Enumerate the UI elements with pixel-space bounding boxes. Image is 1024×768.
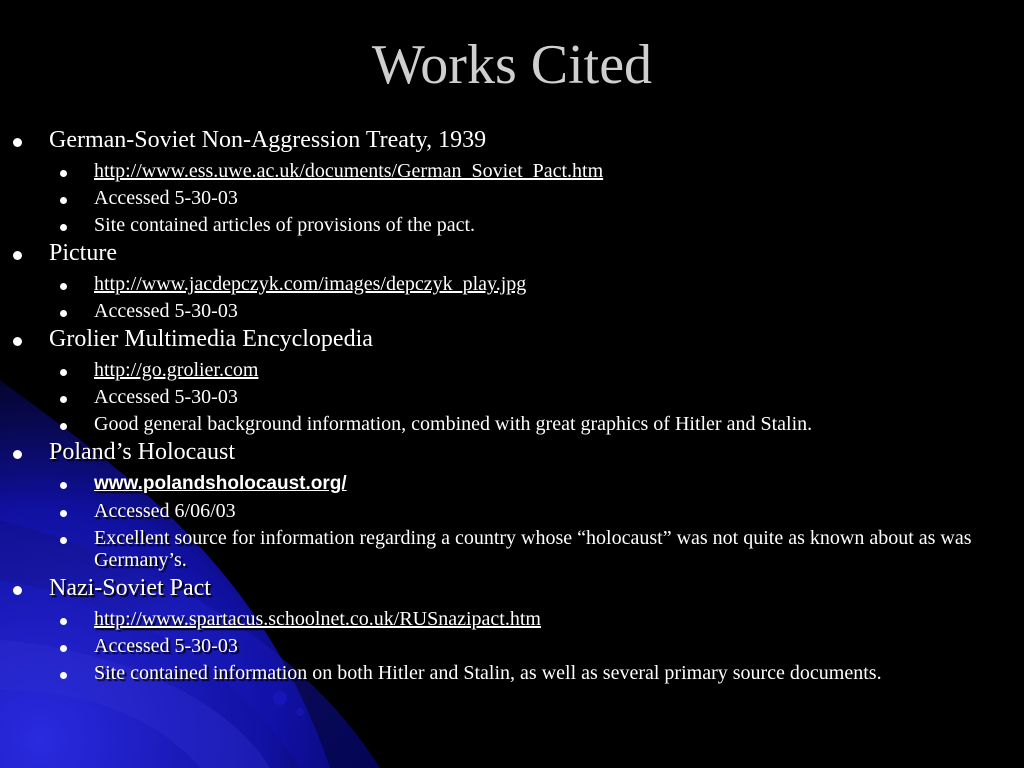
bullet-icon	[60, 396, 67, 403]
bullet-icon	[60, 537, 67, 544]
bullet-icon	[60, 482, 67, 489]
citation-heading-text: Grolier Multimedia Encyclopedia	[49, 326, 373, 352]
citation-heading-text: German-Soviet Non-Aggression Treaty, 1939	[49, 127, 487, 153]
citation-note-item	[13, 214, 1013, 236]
citation-heading	[13, 437, 1013, 467]
bullet-icon	[60, 283, 67, 290]
citation-note-item	[13, 187, 1013, 209]
citation-note-text: Accessed 5-30-03	[94, 635, 238, 657]
bullet-icon	[60, 310, 67, 317]
citation-note-item	[13, 527, 1013, 571]
citation-note-text: Accessed 6/06/03	[94, 500, 236, 522]
citation-heading	[13, 125, 1013, 155]
citation-heading-text: Nazi-Soviet Pact	[49, 575, 211, 601]
citation-note-text: Accessed 5-30-03	[94, 187, 238, 209]
citation-heading	[13, 573, 1013, 603]
citation-url-link[interactable]: http://www.spartacus.schoolnet.co.uk/RUSnazipact.htm	[94, 608, 541, 630]
citation-note-text: Accessed 5-30-03	[94, 386, 238, 408]
slide-title: Works Cited	[371, 34, 653, 96]
citation-url-link[interactable]: http://www.ess.uwe.ac.uk/documents/German_Soviet_Pact.htm	[94, 160, 604, 182]
bullet-icon	[60, 645, 67, 652]
citation-note-item	[13, 662, 1013, 684]
bullet-icon	[60, 510, 67, 517]
citation-heading-text: Picture	[49, 240, 117, 266]
citation-url-link[interactable]: http://www.jacdepczyk.com/images/depczyk_play.jpg	[94, 273, 527, 295]
citation-note-item	[13, 413, 1013, 435]
citation-note-item	[13, 635, 1013, 657]
citation-heading-text: Poland’s Holocaust	[49, 439, 235, 465]
bullet-icon	[60, 170, 67, 177]
bullet-icon	[60, 672, 67, 679]
bullet-icon	[60, 197, 67, 204]
citation-link-item	[13, 160, 1013, 182]
citation-url-link[interactable]: http://go.grolier.com	[94, 359, 259, 381]
citation-link-item	[13, 359, 1013, 381]
citation-note-text: Excellent source for information regarding a country whose “holocaust” was not quite as known about as was Germany’s.	[94, 527, 972, 571]
citation-heading	[13, 238, 1013, 268]
bullet-icon	[13, 138, 22, 147]
bullet-icon	[13, 251, 22, 260]
citation-note-text: Site contained articles of provisions of the pact.	[94, 214, 476, 236]
bullet-icon	[13, 586, 22, 595]
citation-note-text: Site contained information on both Hitler and Stalin, as well as several primary source documents.	[94, 662, 882, 684]
citation-note-item	[13, 300, 1013, 322]
citation-note-item	[13, 386, 1013, 408]
bullet-icon	[60, 423, 67, 430]
citation-link-item	[13, 608, 1013, 630]
bullet-icon	[13, 337, 22, 346]
citation-note-text: Good general background information, combined with great graphics of Hitler and Stalin.	[94, 413, 813, 435]
citation-link-item	[13, 273, 1013, 295]
works-cited-list	[13, 123, 1013, 684]
citation-note-text: Accessed 5-30-03	[94, 300, 238, 322]
bullet-icon	[60, 224, 67, 231]
citation-link-item	[13, 472, 1013, 495]
bullet-icon	[13, 450, 22, 459]
bullet-icon	[60, 369, 67, 376]
citation-heading	[13, 324, 1013, 354]
citation-note-item	[13, 500, 1013, 522]
citation-url-link[interactable]: www.polandsholocaust.org/	[94, 473, 347, 494]
bullet-icon	[60, 618, 67, 625]
